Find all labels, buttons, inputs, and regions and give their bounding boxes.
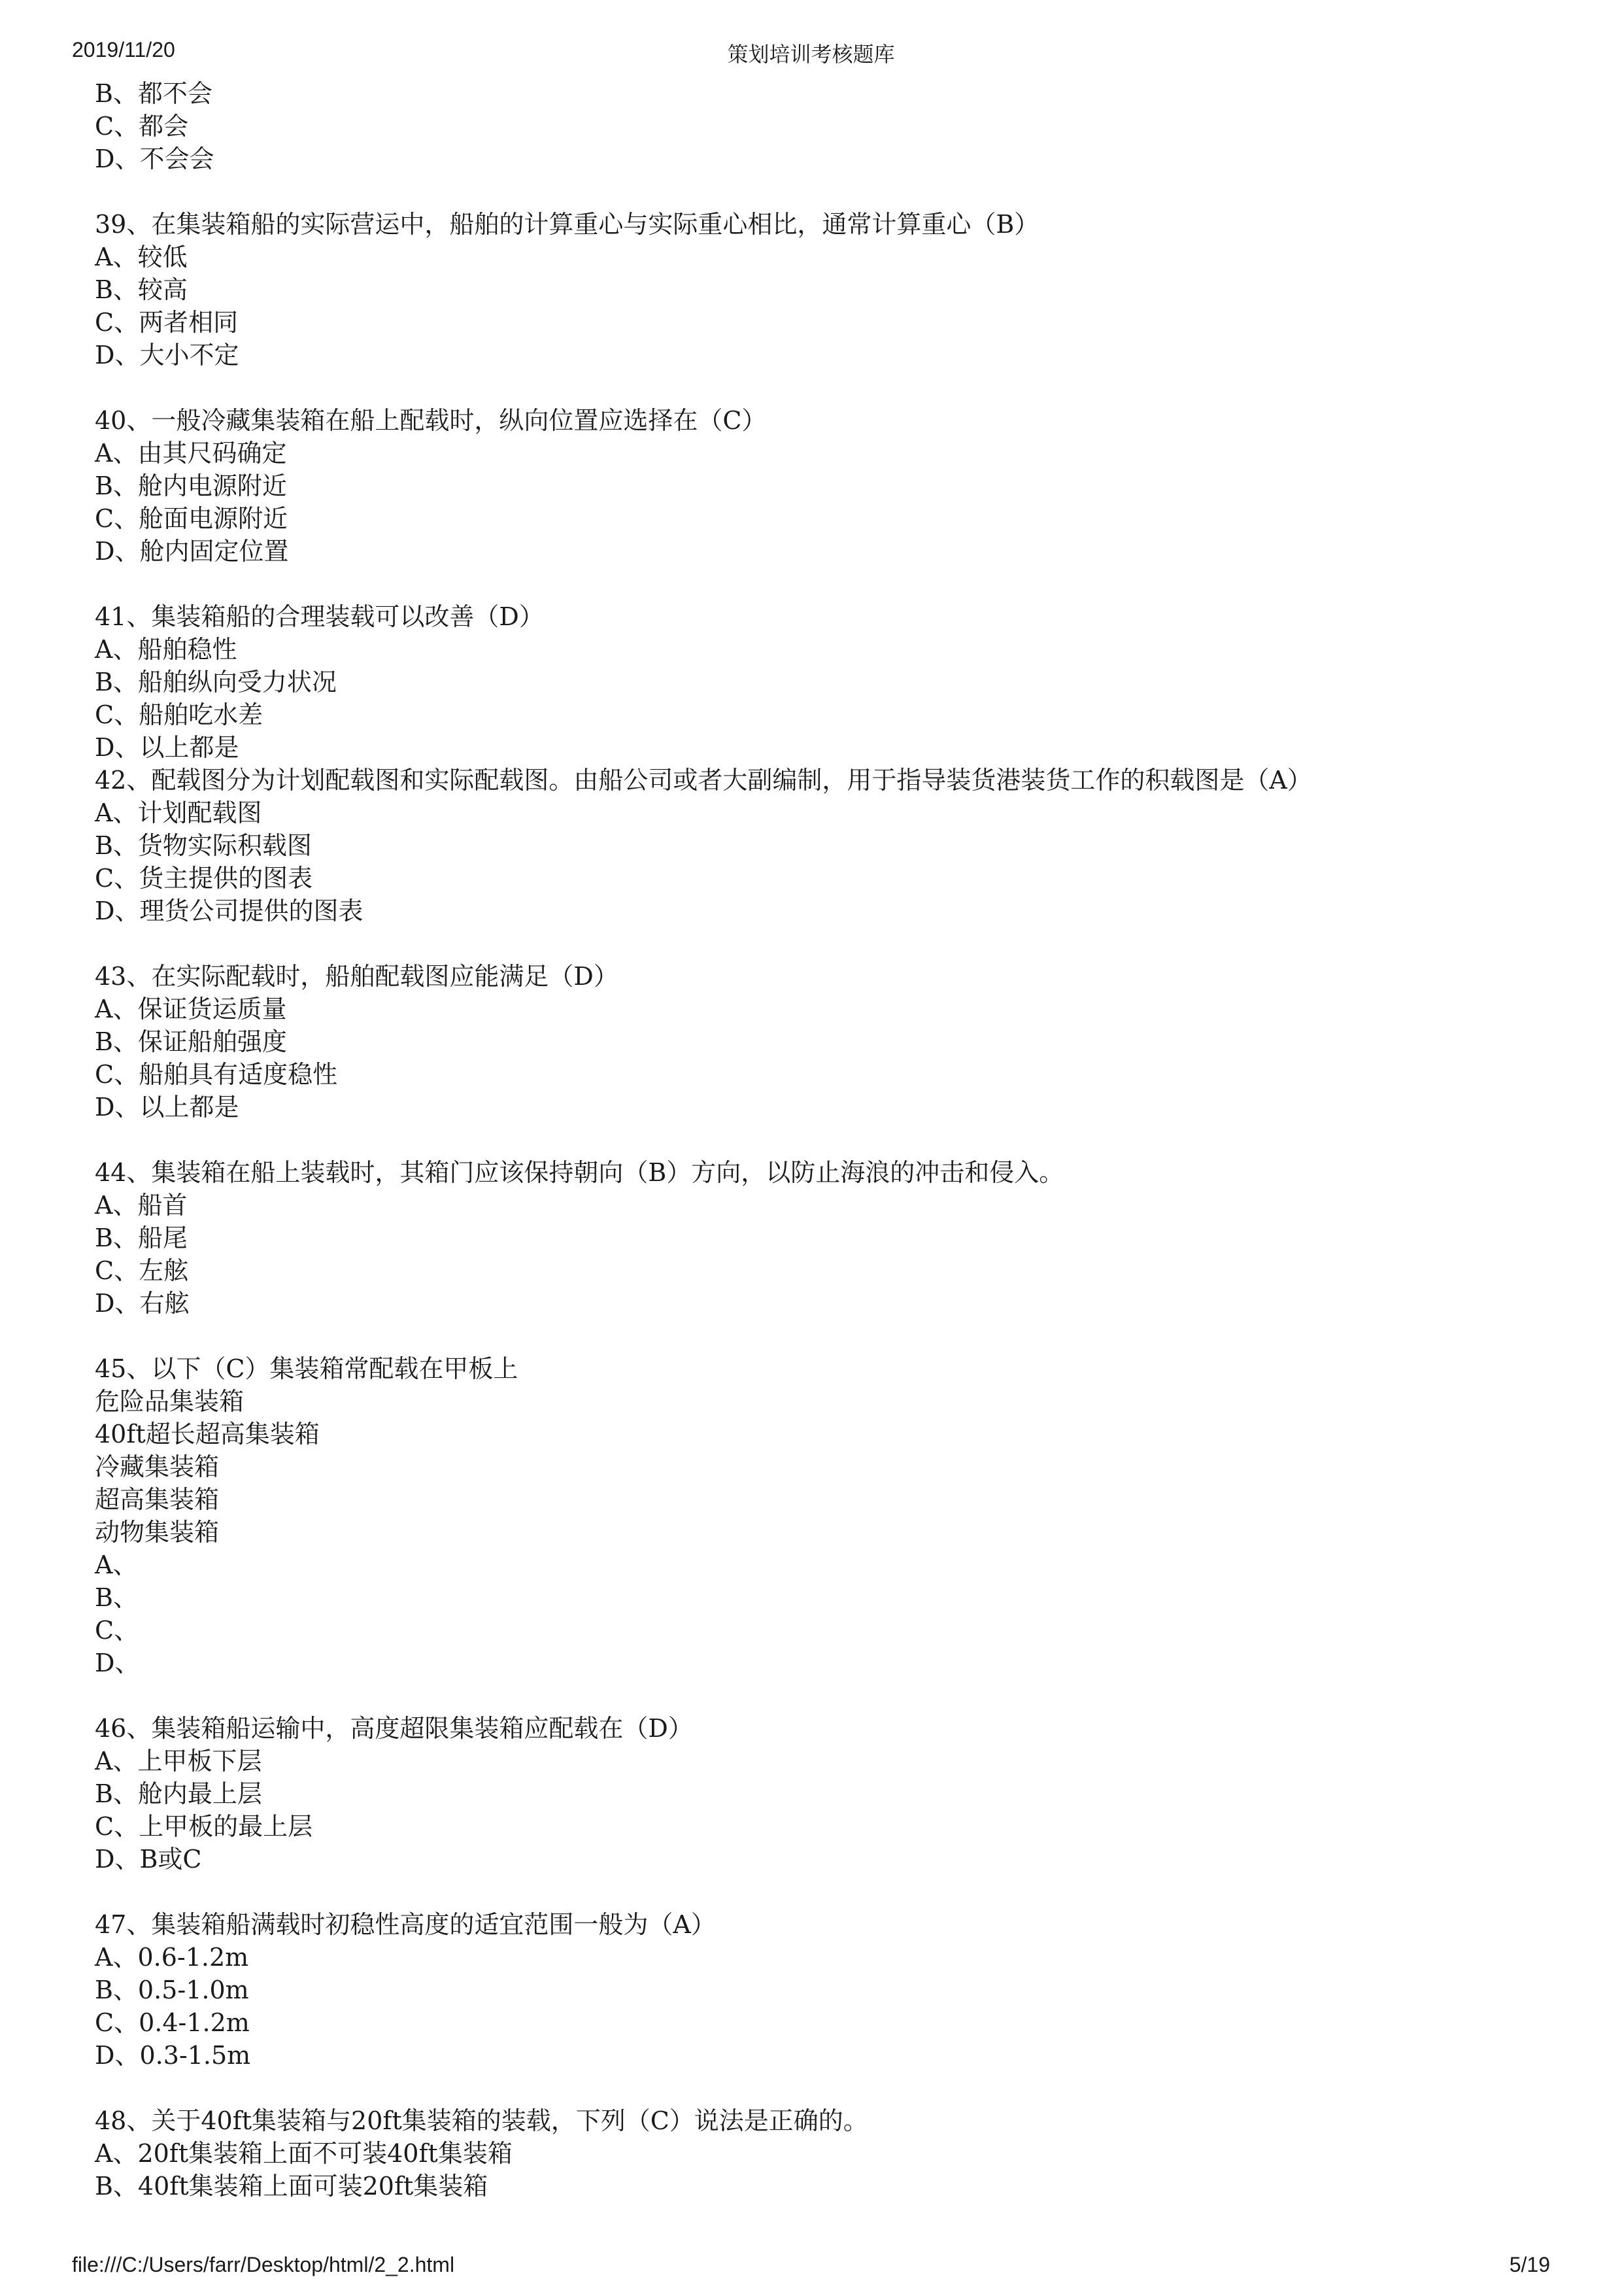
question-47: [95, 1908, 1553, 2072]
document-title: 策划培训考核题库: [727, 42, 895, 67]
question-text: 45、以下（C）集装箱常配载在甲板上: [95, 1354, 518, 1383]
option-line: A、较低: [95, 243, 188, 271]
option-line: B、: [95, 1583, 138, 1612]
option-line: D、: [95, 1649, 140, 1677]
question-39: [95, 208, 1553, 371]
spacer: [95, 175, 1553, 208]
option-line: A、由其尺码确定: [95, 439, 287, 468]
question-44: [95, 1156, 1553, 1320]
option-line: A、船舶稳性: [95, 635, 237, 664]
question-text: 46、集装箱船运输中，高度超限集装箱应配载在（D）: [95, 1714, 693, 1743]
item-line: 40ft超长超高集装箱: [95, 1420, 320, 1448]
item-line: 危险品集装箱: [95, 1387, 245, 1416]
option-line: B、货物实际积载图: [95, 831, 312, 860]
option-line: D、0.3-1.5m: [95, 2041, 251, 2070]
page-number: 5/19: [1509, 2253, 1550, 2276]
option-line: B、保证船舶强度: [95, 1027, 287, 1056]
question-46: [95, 1712, 1553, 1876]
option-line: B、舱内最上层: [95, 1779, 262, 1808]
spacer: [95, 1320, 1553, 1352]
question-text: 39、在集装箱船的实际营运中，船舶的计算重心与实际重心相比，通常计算重心（B）: [95, 210, 1039, 239]
option-line: A、20ft集装箱上面不可装40ft集装箱: [95, 2139, 513, 2168]
page-header: [0, 38, 1622, 77]
option-line: C、两者相同: [95, 308, 239, 337]
spacer: [95, 2072, 1553, 2104]
spacer: [95, 927, 1553, 960]
option-line: A、保证货运质量: [95, 995, 287, 1023]
option-line: D、以上都是: [95, 733, 239, 762]
option-line: C、0.4-1.2m: [95, 2008, 250, 2037]
option-line: C、: [95, 1616, 139, 1645]
question-42: [95, 764, 1553, 927]
option-line: B、0.5-1.0m: [95, 1976, 249, 2004]
option-line: A、船首: [95, 1191, 188, 1220]
option-line: C、舱面电源附近: [95, 504, 288, 533]
question-text: 44、集装箱在船上装载时，其箱门应该保持朝向（B）方向，以防止海浪的冲击和侵入。: [95, 1158, 1064, 1187]
option-line: B、船尾: [95, 1224, 188, 1252]
option-line: A、: [95, 1551, 138, 1579]
option-line: A、计划配载图: [95, 798, 262, 827]
print-date: 2019/11/20: [72, 38, 175, 61]
option-line: C、船舶吃水差: [95, 700, 263, 729]
spacer: [95, 568, 1553, 600]
option-line: C、左舷: [95, 1256, 189, 1285]
file-path: file:///C:/Users/farr/Desktop/html/2_2.html: [72, 2253, 455, 2276]
option-line: C、都会: [95, 112, 189, 141]
option-line: B、舱内电源附近: [95, 471, 287, 500]
question-text: 48、关于40ft集装箱与20ft集装箱的装载，下列（C）说法是正确的。: [95, 2106, 868, 2135]
option-line: D、理货公司提供的图表: [95, 897, 363, 925]
option-line: D、大小不定: [95, 341, 239, 369]
spacer: [95, 371, 1553, 404]
question-45: [95, 1352, 1553, 1679]
previous-question-options: [95, 77, 1553, 175]
question-text: 40、一般冷藏集装箱在船上配载时，纵向位置应选择在（C）: [95, 406, 767, 435]
option-line: B、40ft集装箱上面可装20ft集装箱: [95, 2172, 488, 2201]
option-line: A、上甲板下层: [95, 1747, 262, 1775]
question-40: [95, 404, 1553, 568]
item-line: 超高集装箱: [95, 1485, 220, 1514]
option-line: D、以上都是: [95, 1093, 239, 1122]
option-line: A、0.6-1.2m: [95, 1943, 249, 1972]
option-line: D、B或C: [95, 1845, 202, 1874]
question-48: [95, 2104, 1553, 2202]
question-text: 41、集装箱船的合理装载可以改善（D）: [95, 602, 544, 631]
question-text: 43、在实际配载时，船舶配载图应能满足（D）: [95, 962, 618, 991]
document-body: [95, 77, 1553, 2202]
question-41: [95, 600, 1553, 764]
question-text: 47、集装箱船满载时初稳性高度的适宜范围一般为（A）: [95, 1910, 716, 1939]
option-line: B、都不会: [95, 79, 212, 108]
option-line: D、不会会: [95, 145, 214, 173]
spacer: [95, 1123, 1553, 1156]
spacer: [95, 1679, 1553, 1712]
item-line: 冷藏集装箱: [95, 1452, 220, 1481]
option-line: B、船舶纵向受力状况: [95, 668, 337, 696]
option-line: C、上甲板的最上层: [95, 1812, 313, 1841]
option-line: C、船舶具有适度稳性: [95, 1060, 338, 1089]
question-text: 42、配载图分为计划配载图和实际配载图。由船公司或者大副编制，用于指导装货港装货工作的积载图是（A）: [95, 766, 1312, 795]
page-footer: [0, 2253, 1622, 2292]
option-line: D、舱内固定位置: [95, 537, 289, 566]
option-line: C、货主提供的图表: [95, 864, 313, 893]
question-43: [95, 960, 1553, 1123]
option-line: D、右舷: [95, 1289, 190, 1318]
item-line: 动物集装箱: [95, 1518, 220, 1547]
option-line: B、较高: [95, 275, 188, 304]
spacer: [95, 1876, 1553, 1908]
